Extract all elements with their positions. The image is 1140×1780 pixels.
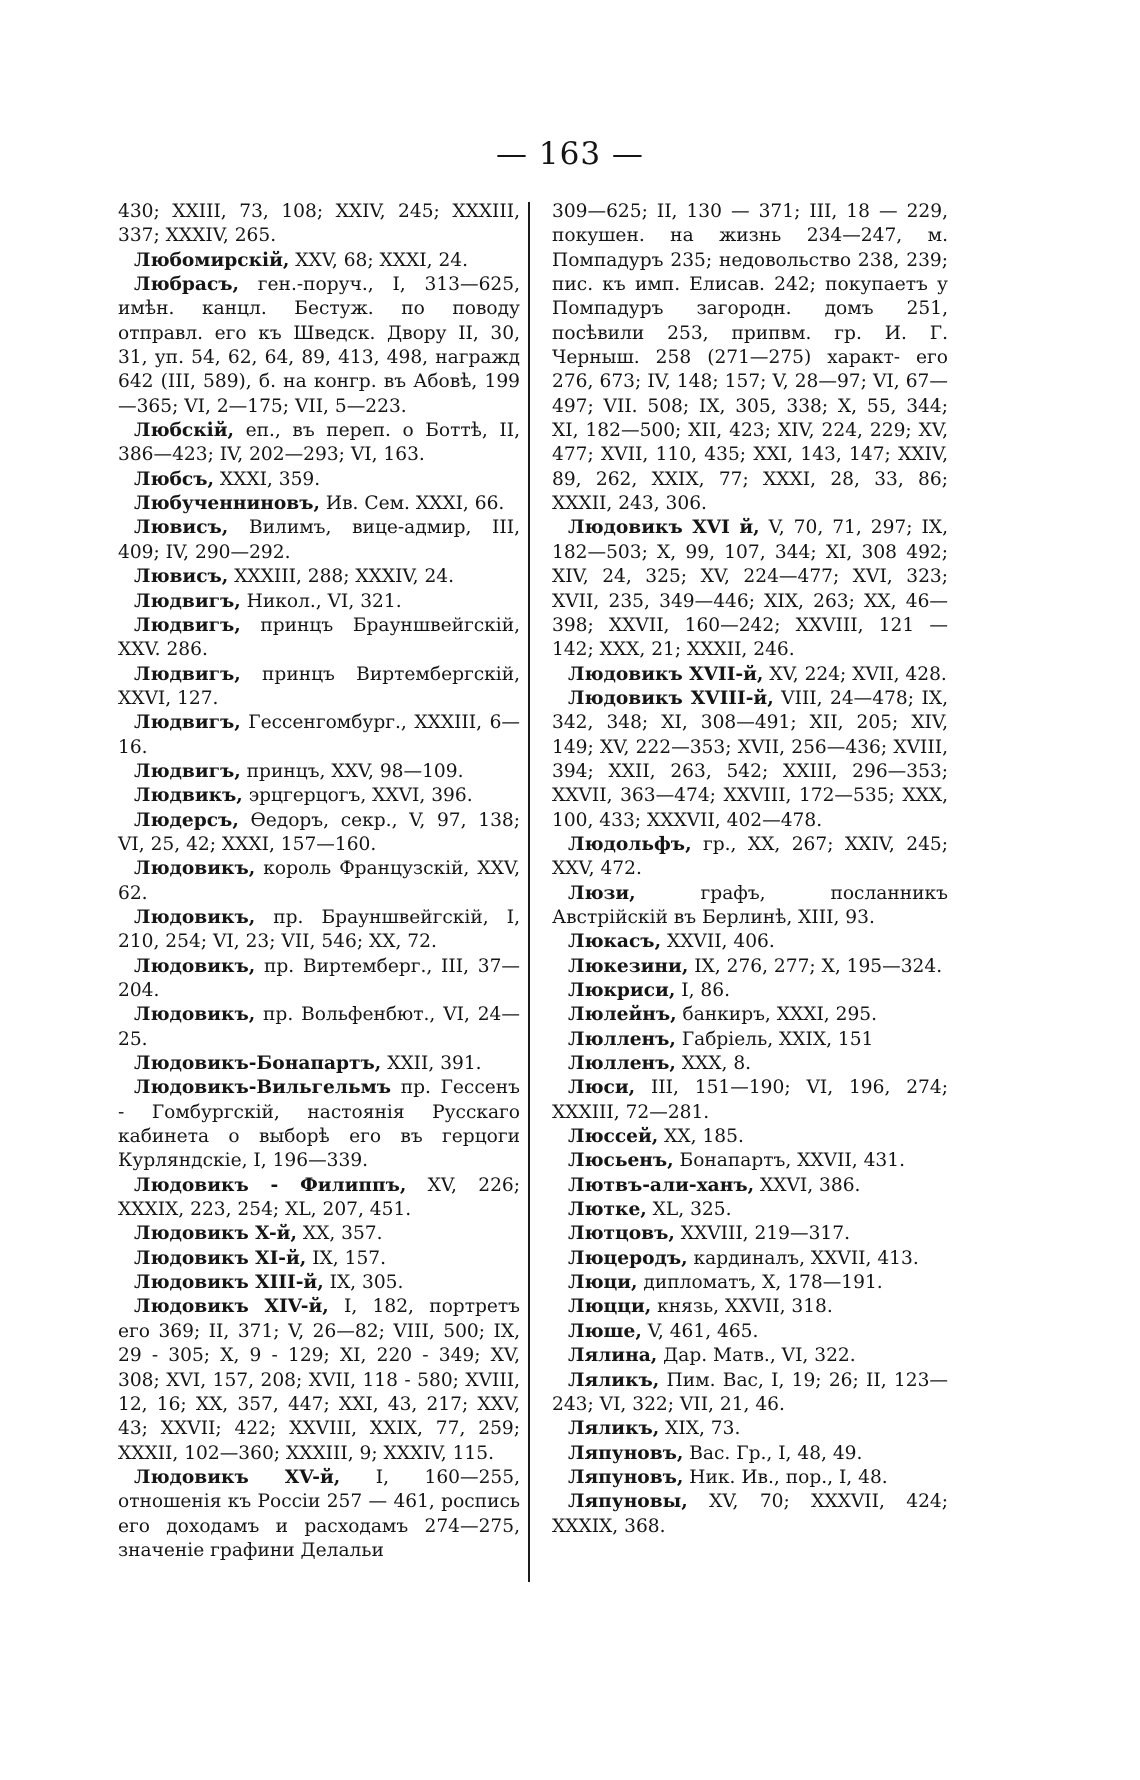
entry-references: XX, 185. xyxy=(658,1126,744,1148)
entry-references: XXVI, 386. xyxy=(754,1174,861,1196)
index-entry xyxy=(552,1442,948,1466)
entry-references: XIX, 73. xyxy=(659,1418,741,1440)
index-entry xyxy=(118,1076,520,1173)
index-entry xyxy=(118,516,520,565)
entry-references: пр. Гессенъ - Гомбургскій, настоянія Русскаго кабинета о выборѣ его въ герцоги Курляндскіе, I, 196—339. xyxy=(118,1077,520,1172)
left-column xyxy=(118,200,520,1563)
page-number: — 163 — xyxy=(496,136,644,172)
entry-references: гр., XX, 267; XXIV, 245; XXV, 472. xyxy=(552,833,948,880)
entry-term: Люкезини, xyxy=(568,955,689,977)
index-entry xyxy=(552,1369,948,1418)
entry-term: Людовикъ XI-й, xyxy=(134,1247,307,1269)
index-entry xyxy=(118,1466,520,1563)
entry-references: король Французскій, XXV, 62. xyxy=(118,858,520,904)
entry-references: пр. Виртемберг., III, 37—204. xyxy=(118,955,520,1001)
entry-references: Никол., VI, 321. xyxy=(240,590,402,612)
index-entry xyxy=(552,1125,948,1149)
entry-references: Бонапартъ, XXVII, 431. xyxy=(673,1150,906,1172)
index-entry xyxy=(552,882,948,931)
entry-term: Лювисъ, xyxy=(134,517,229,539)
index-entry xyxy=(552,1320,948,1344)
entry-term: Люкриси, xyxy=(568,980,676,1001)
entry-references: XXV, 68; XXXI, 24. xyxy=(289,249,469,271)
entry-term: Люси, xyxy=(568,1077,636,1099)
entry-term: Людовикъ XIV-й, xyxy=(134,1296,329,1318)
entry-references: XV, 226; XXXIX, 223, 254; XL, 207, 451. xyxy=(118,1174,520,1221)
entry-term: Люссей, xyxy=(568,1126,659,1148)
entry-term: Людольфъ, xyxy=(568,833,692,855)
column-divider xyxy=(528,202,530,1582)
entry-references: еп., въ переп. о Боттѣ, II, 386—423; IV, 202—293; VI, 163. xyxy=(118,420,520,466)
entry-references: Вилимъ, вице-адмир, III, 409; IV, 290—292. xyxy=(118,517,520,563)
entry-term: Ляпуновъ, xyxy=(568,1442,684,1464)
entry-references: I, 160—255, отношенія къ Россіи 257 — 461, роспись его доходамъ и расходамъ 274—275, значеніе графини Делальи xyxy=(118,1466,520,1561)
entry-term: Людовикъ XIII-й, xyxy=(134,1272,324,1294)
index-entry xyxy=(552,1295,948,1319)
entry-references: XXII, 391. xyxy=(381,1053,482,1075)
entry-term: Лютцовъ, xyxy=(568,1223,675,1245)
index-entry xyxy=(552,1052,948,1076)
index-entry xyxy=(118,1295,520,1465)
index-entry xyxy=(118,249,520,273)
right-column xyxy=(552,200,948,1539)
index-entry xyxy=(552,1076,948,1125)
entry-term: Люцци, xyxy=(568,1296,652,1318)
index-entry xyxy=(552,1198,948,1222)
entry-term: Лютке, xyxy=(568,1199,647,1221)
index-entry xyxy=(118,273,520,419)
entry-term: Людвигъ, xyxy=(134,760,241,782)
entry-references: XXX, 8. xyxy=(675,1053,752,1075)
entry-term: Лялина, xyxy=(568,1345,658,1367)
index-entry xyxy=(118,492,520,516)
index-entry xyxy=(552,1344,948,1368)
entry-term: Любомирскій, xyxy=(134,249,290,271)
index-entry xyxy=(552,200,948,516)
entry-term: Люше, xyxy=(568,1320,642,1342)
entry-term: Ляпуновы, xyxy=(568,1491,688,1513)
entry-term: Люлейнъ, xyxy=(568,1004,677,1026)
entry-references: принцъ Виртембергскій, XXVI, 127. xyxy=(118,663,520,709)
index-entry xyxy=(118,200,520,249)
entry-term: Ляликъ, xyxy=(568,1418,660,1440)
entry-term: Людвигъ, xyxy=(134,614,241,636)
entry-references: Пим. Вас, I, 19; 26; II, 123—243; VI, 322; VII, 21, 46. xyxy=(552,1369,948,1415)
entry-term: Лютвъ-али-ханъ, xyxy=(568,1174,755,1196)
entry-term: Людовикъ, xyxy=(134,858,256,880)
index-entry xyxy=(552,833,948,882)
entry-term: Люкасъ, xyxy=(568,931,662,953)
entry-term: Людвигъ, xyxy=(134,590,241,612)
index-entry xyxy=(552,1271,948,1295)
entry-term: Люцеродъ, xyxy=(568,1247,688,1269)
entry-references: 309—625; II, 130 — 371; III, 18 — 229, покушен. на жизнь 234—247, м. Помпадуръ 235; недовольство 238, 239; пис. къ имп. Елисав. 242; покупаетъ у Помпадуръ загородн. домъ 251, посѣвили 253, припвм. гр. И. Г. Черныш. 258 (271—275) характ- его 276, 673; IV, 148; 157; V, 28—97; VI, 67—497; VII. 508; IX, 305, 338; X, 55, 344; XI, 182—500; XII, 423; XIV, 224, 229; XV, 477; XVII, 110, 435; XXI, 143, 147; XXIV, 89, 262, XXIX, 77; XXXI, 28, 33, 86; XXXII, 243, 306. xyxy=(552,201,948,515)
index-entry xyxy=(118,565,520,589)
entry-references: V, 461, 465. xyxy=(641,1320,759,1342)
entry-term: Любскій, xyxy=(134,420,234,442)
entry-term: Лювисъ, xyxy=(134,566,229,588)
entry-term: Людовикъ XVIII-й, xyxy=(568,687,774,709)
entry-references: пр. Брауншвейгскій, I, 210, 254; VI, 23; VII, 546; XX, 72. xyxy=(118,906,520,953)
entry-references: IX, 276, 277; X, 195—324. xyxy=(688,955,943,977)
index-entry xyxy=(118,857,520,906)
entry-references: Вас. Гр., I, 48, 49. xyxy=(683,1442,863,1464)
index-entry xyxy=(118,1247,520,1271)
entry-references: I, 86. xyxy=(675,980,730,1001)
entry-term: Люсьенъ, xyxy=(568,1150,674,1172)
entry-term: Люлленъ, xyxy=(568,1028,676,1050)
entry-references: банкиръ, XXXI, 295. xyxy=(676,1004,878,1026)
index-entry xyxy=(118,1271,520,1295)
index-entry xyxy=(552,1174,948,1198)
entry-references: XXXIII, 288; XXXIV, 24. xyxy=(228,566,455,588)
index-entry xyxy=(118,1222,520,1246)
entry-term: Людвигъ, xyxy=(134,663,241,685)
index-entry xyxy=(118,468,520,492)
entry-references: VIII, 24—478; IX, 342, 348; XI, 308—491; XII, 205; XIV, 149; XV, 222—353; XVII, 256—436; XVIII, 394; XXII, 263, 542; XXIII, 296—353; XXVII, 363—474; XXVIII, 172—535; XXX, 100, 433; XXXVII, 402—478. xyxy=(552,687,949,831)
index-entry xyxy=(552,1490,948,1539)
entry-references: ген.-поруч., I, 313—625, имѣн. канцл. Бестуж. по поводу отправл. его къ Шведск. Двору II, 30, 31, уп. 54, 62, 64, 89, 413, 498, награжд 642 (III, 589), б. на конгр. въ Абовѣ, 199—365; VI, 2—175; VII, 5—223. xyxy=(118,274,520,417)
index-entry xyxy=(118,1052,520,1076)
entry-references: Гессенгомбург., XXXIII, 6—16. xyxy=(118,712,520,758)
entry-references: кардиналъ, XXVII, 413. xyxy=(687,1247,919,1269)
index-entry xyxy=(552,979,948,1003)
entry-term: Любрасъ, xyxy=(134,274,240,296)
index-entry xyxy=(552,1417,948,1441)
index-entry xyxy=(552,663,948,687)
entry-references: XXVIII, 219—317. xyxy=(674,1223,850,1245)
entry-term: Люзи, xyxy=(568,882,636,904)
entry-references: V, 70, 71, 297; IX, 182—503; X, 99, 107, 344; XI, 308 492; XIV, 24, 325; XV, 224—477; XVI, 323; XVII, 235, 349—446; XIX, 263; XX, 46—398; XXVII, 160—242; XXVIII, 121 — 142; XXX, 21; XXXII, 246. xyxy=(552,517,948,661)
entry-references: Ник. Ив., пор., I, 48. xyxy=(683,1466,888,1488)
entry-references: графъ, посланникъ Австрійскій въ Берлинѣ, XIII, 93. xyxy=(552,882,948,928)
entry-references: XV, 224; XVII, 428. xyxy=(763,663,947,685)
index-entry xyxy=(552,1149,948,1173)
entry-references: XX, 357. xyxy=(296,1223,383,1245)
entry-references: I, 182, портретъ его 369; II, 371; V, 26—82; VIII, 500; IX, 29 - 305; X, 9 - 129; XI, 220 - 349; XV, 308; XVI, 157, 208; XVII, 118 - 580; XVIII, 12, 16; XX, 357, 447; XXI, 43, 217; XXV, 43; XXVII; 422; XXVIII, XXIX, 77, 259; XXXII, 102—360; XXXIII, 9; XXXIV, 115. xyxy=(118,1296,521,1464)
index-entry xyxy=(118,419,520,468)
entry-term: Людовикъ-Вильгельмъ xyxy=(134,1077,392,1099)
entry-references: эрцгерцогъ, XXVI, 396. xyxy=(242,785,473,807)
entry-references: III, 151—190; VI, 196, 274; XXXIII, 72—281. xyxy=(552,1077,948,1123)
entry-references: 430; XXIII, 73, 108; XXIV, 245; XXXIII, 337; XXXIV, 265. xyxy=(118,201,520,247)
entry-term: Людовикъ X-й, xyxy=(134,1223,297,1245)
index-entry xyxy=(118,590,520,614)
entry-references: XL, 325. xyxy=(646,1199,732,1221)
entry-references: XXXI, 359. xyxy=(213,468,321,490)
index-entry xyxy=(552,1466,948,1490)
index-entry xyxy=(118,1174,520,1223)
entry-term: Людовикъ, xyxy=(134,955,256,977)
entry-term: Люлленъ, xyxy=(568,1053,676,1075)
index-entry xyxy=(552,930,948,954)
index-entry xyxy=(118,906,520,955)
entry-term: Людовикъ-Бонапартъ, xyxy=(134,1053,382,1075)
entry-references: пр. Вольфенбют., VI, 24—25. xyxy=(118,1004,520,1050)
index-entry xyxy=(552,1222,948,1246)
entry-references: принцъ, XXV, 98—109. xyxy=(240,760,464,782)
entry-references: XV, 70; XXXVII, 424; XXXIX, 368. xyxy=(552,1491,948,1537)
index-entry xyxy=(118,784,520,808)
entry-references: принцъ Брауншвейгскій, XXV. 286. xyxy=(118,614,520,661)
entry-term: Людерсъ, xyxy=(134,809,239,831)
entry-term: Людовикъ, xyxy=(134,906,256,928)
entry-references: князь, XXVII, 318. xyxy=(651,1296,833,1318)
entry-references: Дар. Матв., VI, 322. xyxy=(657,1345,856,1367)
index-entry xyxy=(118,760,520,784)
index-entry xyxy=(118,711,520,760)
entry-references: XXVII, 406. xyxy=(661,931,775,953)
entry-term: Людовикъ XV-й, xyxy=(134,1466,341,1488)
entry-term: Людвикъ, xyxy=(134,785,243,807)
entry-term: Людовикъ XVII-й, xyxy=(568,663,764,685)
index-entry xyxy=(118,1003,520,1052)
entry-term: Людовикъ XVI й, xyxy=(568,517,760,539)
entry-references: Габріель, XXIX, 151 xyxy=(675,1028,874,1050)
index-entry xyxy=(552,1028,948,1052)
index-entry xyxy=(118,955,520,1004)
entry-term: Людвигъ, xyxy=(134,712,241,734)
index-entry xyxy=(552,516,948,662)
index-entry xyxy=(552,1003,948,1027)
entry-references: IX, 157. xyxy=(306,1247,387,1269)
entry-term: Ляликъ, xyxy=(568,1369,660,1391)
entry-term: Ляпуновъ, xyxy=(568,1466,684,1488)
index-entry xyxy=(552,955,948,979)
entry-term: Любученниновъ, xyxy=(134,493,320,515)
index-entry xyxy=(118,614,520,663)
entry-references: дипломатъ, X, 178—191. xyxy=(637,1272,883,1294)
index-entry xyxy=(552,1247,948,1271)
entry-references: IX, 305. xyxy=(323,1272,404,1294)
entry-term: Людовикъ, xyxy=(134,1004,256,1026)
index-entry xyxy=(118,809,520,858)
index-entry xyxy=(118,663,520,712)
entry-term: Людовикъ - Филиппъ, xyxy=(134,1174,407,1196)
entry-references: Ѳедоръ, секр., V, 97, 138; VI, 25, 42; XXXI, 157—160. xyxy=(118,809,520,855)
entry-term: Люци, xyxy=(568,1272,638,1294)
entry-references: Ив. Сем. XXXI, 66. xyxy=(319,493,505,515)
index-entry xyxy=(552,687,948,833)
entry-term: Любсъ, xyxy=(134,468,214,490)
